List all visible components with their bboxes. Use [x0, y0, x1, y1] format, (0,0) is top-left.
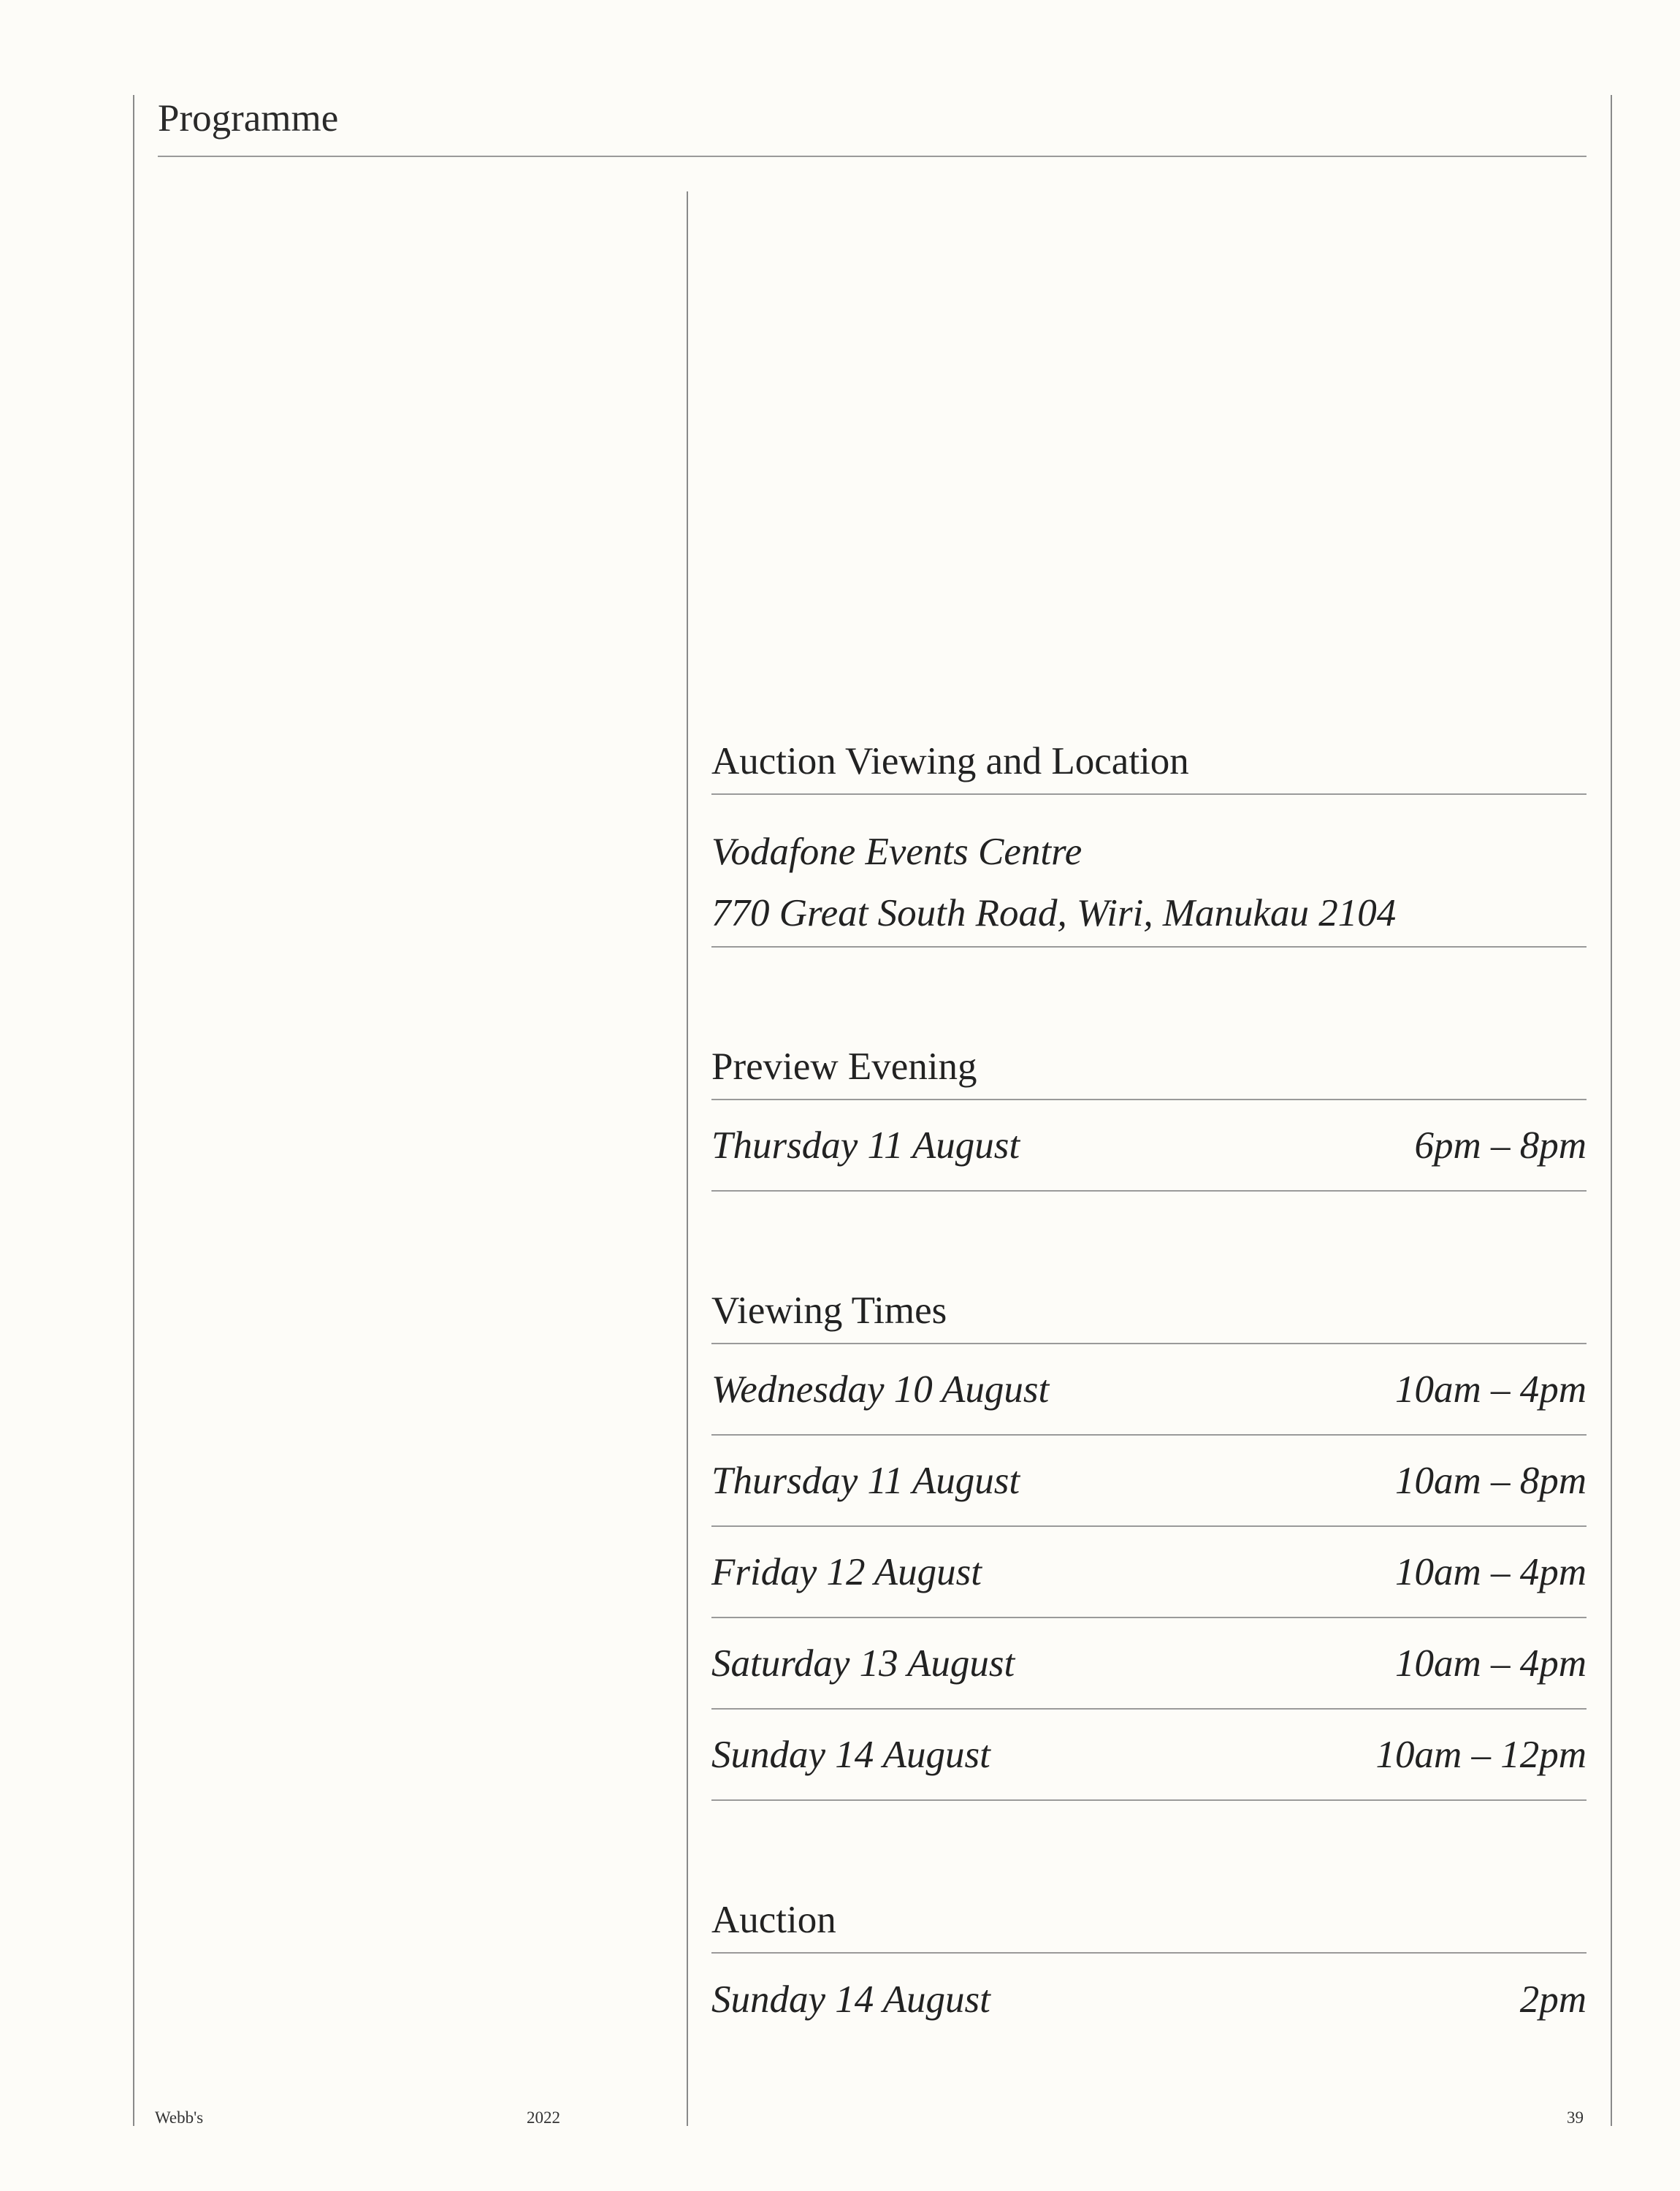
- schedule-day: Sunday 14 August: [711, 1978, 990, 2021]
- schedule-row: [711, 1710, 1587, 1801]
- footer-publisher: Webb's: [155, 2108, 204, 2127]
- footer-year: 2022: [527, 2108, 560, 2127]
- schedule-time: 10am – 4pm: [1394, 1550, 1587, 1593]
- auction-heading: Auction: [711, 1892, 1587, 1954]
- schedule-time: 6pm – 8pm: [1414, 1124, 1587, 1167]
- schedule-day: Sunday 14 August: [711, 1733, 990, 1776]
- schedule-day: Friday 12 August: [711, 1550, 982, 1593]
- schedule-row: [711, 1527, 1587, 1618]
- schedule-day: Saturday 13 August: [711, 1642, 1015, 1685]
- viewing-section: [711, 1283, 1587, 1801]
- schedule-time: 2pm: [1519, 1978, 1587, 2021]
- schedule-day: Thursday 11 August: [711, 1459, 1020, 1502]
- page-number: 39: [1567, 2108, 1584, 2127]
- page-title: Programme: [158, 97, 339, 140]
- viewing-heading: Viewing Times: [711, 1283, 1587, 1344]
- venue-address: 770 Great South Road, Wiri, Manukau 2104: [711, 892, 1397, 934]
- schedule-row: [711, 1436, 1587, 1527]
- schedule-row: [711, 1618, 1587, 1710]
- schedule-time: 10am – 4pm: [1394, 1642, 1587, 1685]
- schedule-day: Thursday 11 August: [711, 1124, 1020, 1167]
- schedule-time: 10am – 12pm: [1375, 1733, 1587, 1776]
- location-section: [711, 733, 1587, 948]
- schedule-day: Wednesday 10 August: [711, 1368, 1050, 1411]
- schedule-time: 10am – 4pm: [1394, 1368, 1587, 1411]
- venue-address-block: [711, 795, 1587, 948]
- header-rule: [158, 156, 1587, 157]
- venue-name: Vodafone Events Centre: [711, 831, 1083, 873]
- schedule-time: 10am – 8pm: [1394, 1459, 1587, 1502]
- schedule-row: [711, 1100, 1587, 1192]
- preview-heading: Preview Evening: [711, 1039, 1587, 1100]
- right-margin-rule: [1611, 95, 1612, 2126]
- schedule-row: [711, 1954, 1587, 2045]
- left-margin-rule: [133, 95, 134, 2126]
- preview-section: [711, 1039, 1587, 1192]
- schedule-row: [711, 1344, 1587, 1436]
- auction-section: [711, 1892, 1587, 2045]
- column-divider: [687, 191, 688, 2126]
- location-heading: Auction Viewing and Location: [711, 733, 1587, 795]
